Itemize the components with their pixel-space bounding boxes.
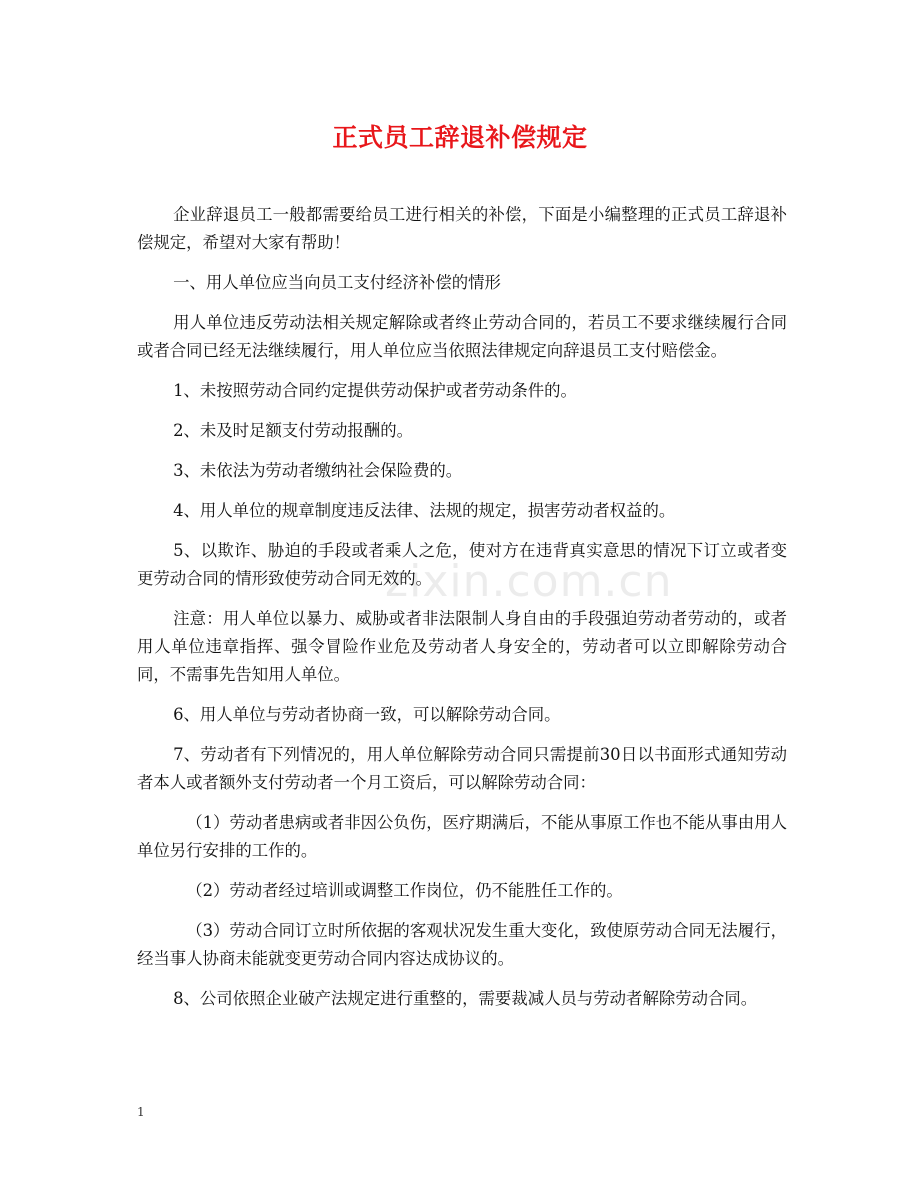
- paragraph: 用人单位违反劳动法相关规定解除或者终止劳动合同的，若员工不要求继续履行合同或者合同已经无法继续履行，用人单位应当依照法律规定向辞退员工支付赔偿金。: [137, 313, 787, 360]
- list-item: 3、未依法为劳动者缴纳社会保险费的。: [173, 461, 463, 480]
- section-heading: 一、用人单位应当向员工支付经济补偿的情形: [173, 273, 501, 292]
- note-paragraph: 注意：用人单位以暴力、威胁或者非法限制人身自由的手段强迫劳动者劳动的，或者用人单位违章指挥、强令冒险作业危及劳动者人身安全的，劳动者可以立即解除劳动合同，不需事先告知用人单位。: [137, 609, 787, 684]
- list-item: 4、用人单位的规章制度违反法律、法规的规定，损害劳动者权益的。: [173, 501, 676, 520]
- document-title: 正式员工辞退补偿规定: [332, 123, 588, 152]
- intro-paragraph: 企业辞退员工一般都需要给员工进行相关的补偿，下面是小编整理的正式员工辞退补偿规定，希望对大家有帮助！: [137, 205, 787, 252]
- sub-list-item: （3）劳动合同订立时所依据的客观状况发生重大变化，致使原劳动合同无法履行，经当事人协商未能就变更劳动合同内容达成协议的。: [137, 921, 787, 968]
- page-number: 1: [137, 1105, 145, 1119]
- list-item: 1、未按照劳动合同约定提供劳动保护或者劳动条件的。: [173, 381, 577, 400]
- watermark: zixin.com.cn: [385, 556, 673, 607]
- document-body: [137, 201, 787, 1025]
- list-item: 2、未及时足额支付劳动报酬的。: [173, 421, 413, 440]
- sub-list-item: （2）劳动者经过培训或调整工作岗位，仍不能胜任工作的。: [186, 881, 623, 900]
- sub-list-item: （1）劳动者患病或者非因公负伤，医疗期满后，不能从事原工作也不能从事由用人单位另行安排的工作的。: [137, 813, 787, 860]
- list-item: 8、公司依照企业破产法规定进行重整的，需要裁减人员与劳动者解除劳动合同。: [173, 989, 758, 1008]
- list-item: 5、以欺诈、胁迫的手段或者乘人之危，使对方在违背真实意思的情况下订立或者变更劳动合同的情形致使劳动合同无效的。: [137, 541, 787, 588]
- list-item: 7、劳动者有下列情况的，用人单位解除劳动合同只需提前30日以书面形式通知劳动者本人或者额外支付劳动者一个月工资后，可以解除劳动合同：: [137, 745, 787, 792]
- list-item: 6、用人单位与劳动者协商一致，可以解除劳动合同。: [173, 705, 561, 724]
